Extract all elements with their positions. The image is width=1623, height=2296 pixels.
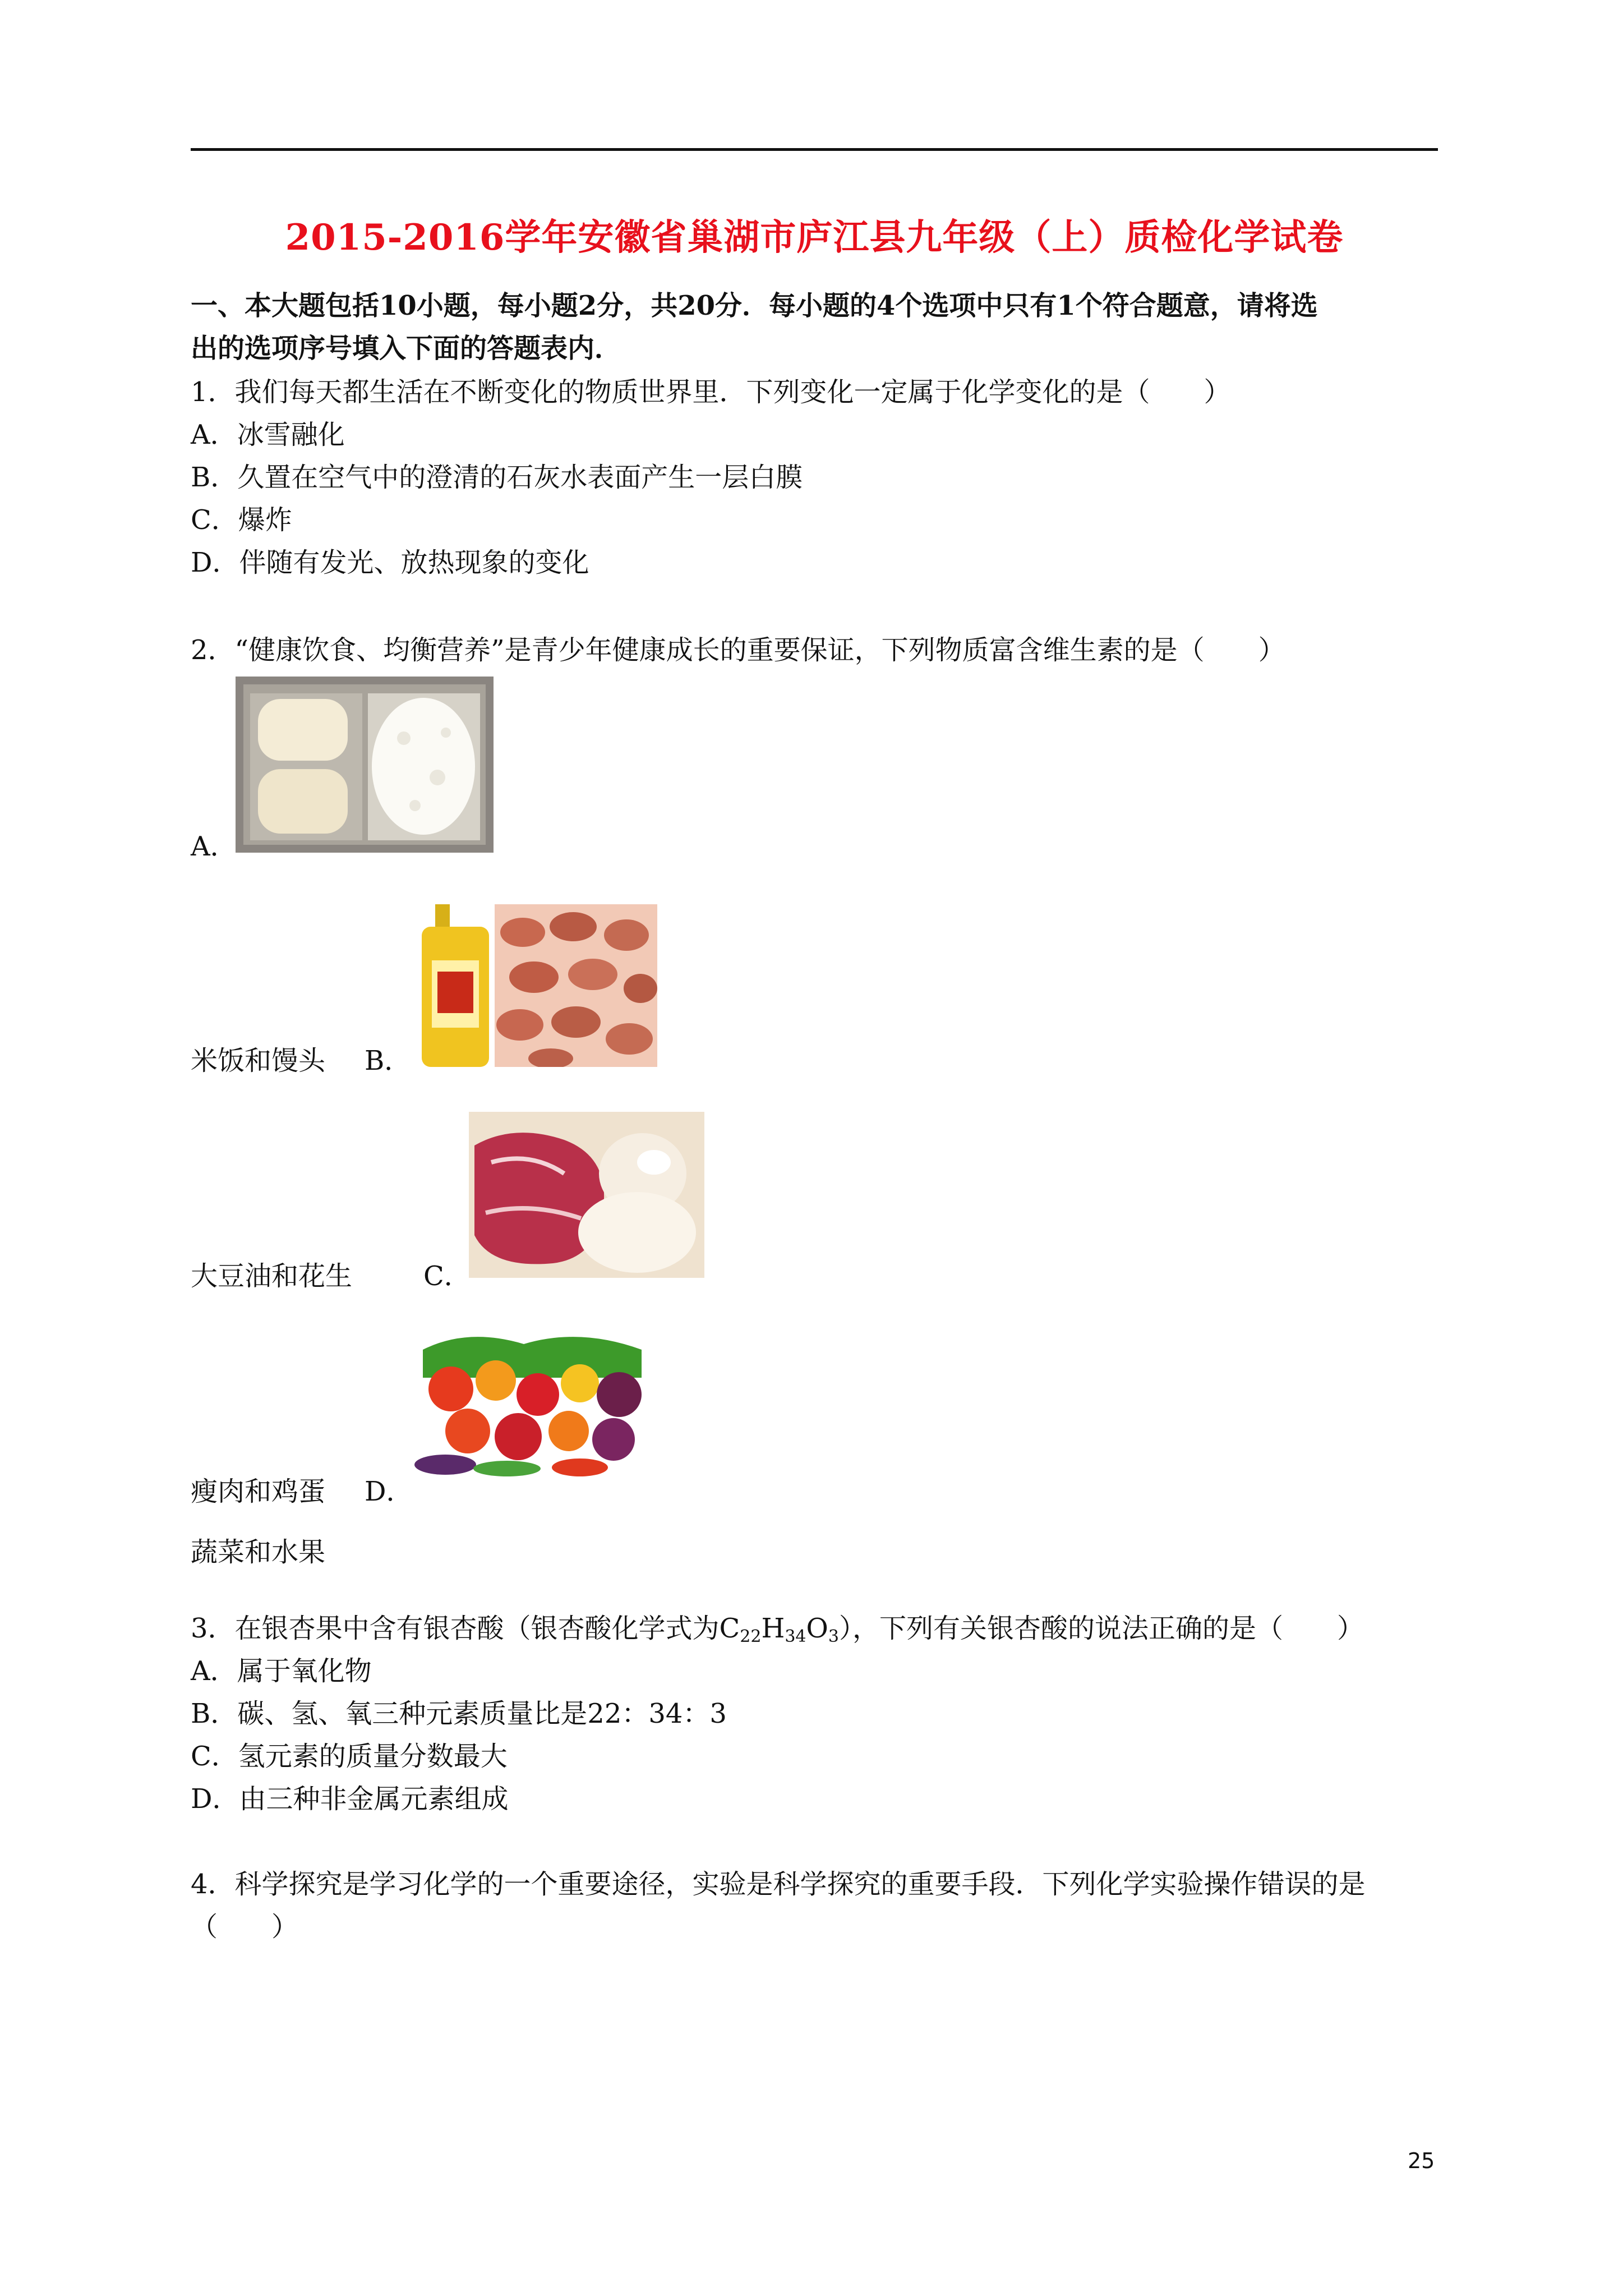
q4-stem: 4．科学探究是学习化学的一个重要途径，实验是科学探究的重要手段．下列化学实验操作错误的是	[191, 1869, 1366, 1900]
q2-option-c-label: C．	[423, 1260, 471, 1292]
formula-h: H	[761, 1613, 785, 1644]
section-instructions-line2: 出的选项序号填入下面的答题表内．	[191, 333, 622, 364]
q1-option-c: C．爆炸	[191, 504, 292, 536]
meat-and-eggs-image	[469, 1112, 704, 1278]
q3-option-d: D．由三种非金属元素组成	[191, 1783, 509, 1815]
q2-option-a-text: 米饭和馒头	[191, 1045, 326, 1076]
rice-and-buns-image	[236, 677, 494, 853]
q3-option-c: C．氢元素的质量分数最大	[191, 1741, 508, 1772]
q2-option-a-label: A．	[191, 831, 237, 862]
section-instructions-line1: 一、本大题包括10小题，每小题2分，共20分．每小题的4个选项中只有1个符合题意，请将选	[191, 290, 1318, 321]
q2-option-d-label: D．	[365, 1476, 413, 1507]
q3-stem	[191, 1607, 1364, 1646]
q3-stem-pre: 3．在银杏果中含有银杏酸（银杏酸化学式为C	[191, 1613, 740, 1644]
q1-option-d: D．伴随有发光、放热现象的变化	[191, 547, 589, 578]
q3-option-a: A．属于氧化物	[191, 1655, 372, 1687]
q1-stem: 1．我们每天都生活在不断变化的物质世界里．下列变化一定属于化学变化的是（ ）	[191, 376, 1231, 408]
page-number: 25	[1408, 2148, 1435, 2173]
q4-answer-paren: （ ）	[191, 1911, 299, 1943]
header-rule	[191, 148, 1438, 151]
page-title: 2015-2016学年安徽省巢湖市庐江县九年级（上）质检化学试卷	[285, 217, 1344, 259]
formula-sub-carbon: 22	[740, 1627, 762, 1646]
formula-sub-hydrogen: 34	[785, 1627, 806, 1646]
oil-and-peanuts-image	[416, 904, 657, 1067]
q2-option-b-text: 大豆油和花生	[191, 1260, 353, 1292]
q2-option-d-text: 蔬菜和水果	[191, 1536, 326, 1568]
q3-stem-post: ），下列有关银杏酸的说法正确的是（ ）	[838, 1613, 1364, 1644]
q1-option-a: A．冰雪融化	[191, 419, 345, 450]
q2-option-c-text: 瘦肉和鸡蛋	[191, 1476, 326, 1507]
formula-sub-oxygen: 3	[828, 1627, 839, 1646]
q2-option-b-label: B．	[365, 1045, 412, 1076]
q1-option-b: B．久置在空气中的澄清的石灰水表面产生一层白膜	[191, 462, 803, 493]
formula-o: O	[806, 1613, 828, 1644]
q3-option-b: B．碳、氢、氧三种元素质量比是22：34：3	[191, 1698, 727, 1729]
q2-stem: 2．“健康饮食、均衡营养”是青少年健康成长的重要保证，下列物质富含维生素的是（ ）	[191, 634, 1285, 666]
vegetables-and-fruits-image	[412, 1327, 653, 1482]
